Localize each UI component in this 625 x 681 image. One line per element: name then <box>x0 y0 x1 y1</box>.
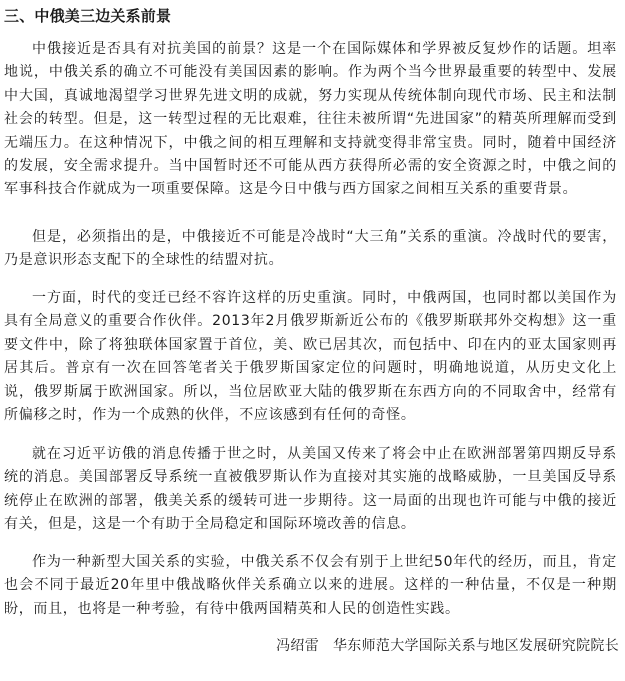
author-affiliation: 华东师范大学国际关系与地区发展研究院院长 <box>333 638 619 654</box>
article-paragraph-1: 中俄接近是否具有对抗美国的前景？这是一个在国际媒体和学界被反复炒作的话题。坦率地说，中俄关系的确立不可能没有美国因素的影响。作为两个当今世界最重要的转型中、发展中大国，真诚地渴望学习世界先进文明的成就，努力实现从传统体制向现代市场、民主和法制社会的转型。但是，这一转型过程的无比艰难，往往未被所谓“先进国家”的精英所理解而受到无端压力。在这种情况下，中俄之间的相互理解和支持就变得非常宝贵。同时，随着中国经济的发展，安全需求提升。当中国暂时还不可能从西方获得所必需的安全资源之时，中俄之间的军事科技合作就成为一项重要保障。这是今日中俄与西方国家之间相互关系的重要背景。 <box>4 41 617 198</box>
section-heading: 三、中俄美三边关系前景 <box>4 7 172 25</box>
article-paragraph-4: 就在习近平访俄的消息传播于世之时，从美国又传来了将会中止在欧洲部署第四期反导系统的消息。美国部署反导系统一直被俄罗斯认作为直接对其实施的战略威胁，一旦美国反导系统停止在欧洲的部署，俄美关系的缓转可进一步期待。这一局面的出现也许可能与中俄的接近有关，但是，这是一个有助于全局稳定和国际环境改善的信息。 <box>4 446 617 533</box>
article-paragraph-2: 但是，必须指出的是，中俄接近不可能是冷战时“大三角”关系的重演。冷战时代的要害，乃是意识形态支配下的全球性的结盟对抗。 <box>4 229 617 269</box>
author-signature <box>276 636 619 656</box>
article-paragraph-5: 作为一种新型大国关系的实验，中俄关系不仅会有别于上世纪50年代的经历，而且，肯定也会不同于最近20年里中俄战略伙伴关系确立以来的进展。这样的一种估量，不仅是一种期盼，而且，也将是一种考验，有待中俄两国精英和人民的创造性实践。 <box>4 554 617 617</box>
author-name: 冯绍雷 <box>276 638 319 654</box>
article-paragraph-3: 一方面，时代的变迁已经不容许这样的历史重演。同时，中俄两国，也同时都以美国作为具有全局意义的重要合作伙伴。2013年2月俄罗斯新近公布的《俄罗斯联邦外交构想》这一重要文件中，除了将独联体国家置于首位，美、欧已居其次，而包括中、印在内的亚太国家则再居其后。普京有一次在回答笔者关于俄罗斯国家定位的问题时，明确地说道，从历史文化上说，俄罗斯属于欧洲国家。所以，当位居欧亚大陆的俄罗斯在东西方向的不同取舍中，经常有所偏移之时，作为一个成熟的伙伴，不应该感到有任何的奇怪。 <box>4 290 617 424</box>
